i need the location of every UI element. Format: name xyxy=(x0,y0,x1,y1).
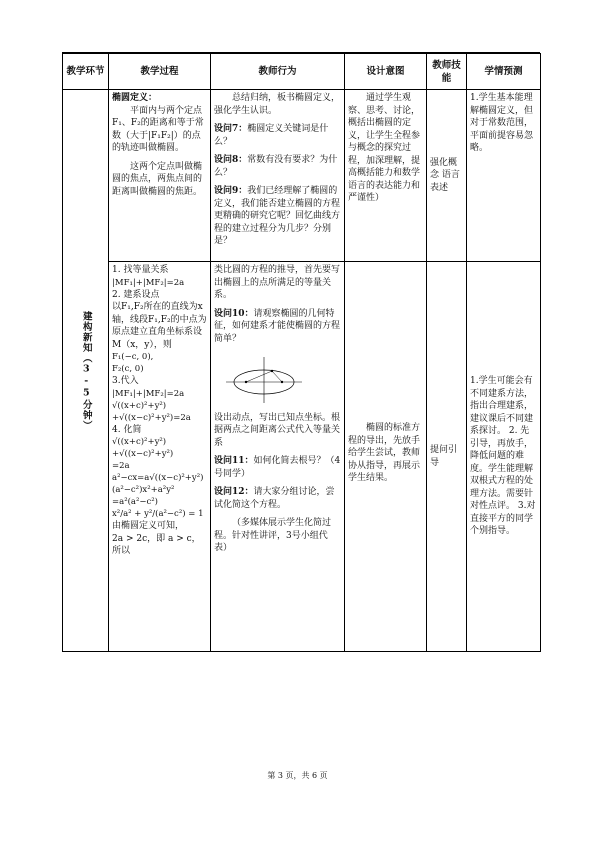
definition-title: 椭圆定义： xyxy=(112,93,158,103)
ellipse-diagram xyxy=(224,355,304,405)
header-stage: 教学环节 xyxy=(63,54,109,90)
teacher-definition-cell xyxy=(211,90,345,262)
section-cell xyxy=(63,90,109,652)
question-11 xyxy=(214,455,341,480)
equation-4b: +√((x−c)²+y²) xyxy=(112,449,174,459)
conclusion-3: 所以 xyxy=(112,546,131,556)
question-9 xyxy=(214,185,341,248)
prediction-definition-cell xyxy=(467,90,541,262)
focus-1: F₁(−c, 0), xyxy=(112,352,154,362)
q7-label: 设问7： xyxy=(214,124,248,134)
lesson-plan-table xyxy=(62,53,541,652)
step-2: 2. 建系设点 xyxy=(112,289,160,300)
step-1: 1. 找等量关系 xyxy=(112,265,169,275)
teacher-multimedia: （多媒体展示学生化简过程。针对性讲评，3号小组代表） xyxy=(214,518,332,553)
equation-8: x²/a² + y²/(a²−c²) = 1 xyxy=(112,509,204,519)
process-definition-cell xyxy=(109,90,211,262)
header-process: 教学过程 xyxy=(109,54,211,90)
question-10 xyxy=(214,308,341,346)
q9-label: 设问9： xyxy=(214,186,248,196)
skill-definition: 强化概念 语言表述 xyxy=(430,157,460,193)
header-teacher-skill: 教师技能 xyxy=(427,54,467,90)
q9-text: 我们已经理解了椭圆的定义，我们能否建立椭圆的方程更精确的研究它呢？回忆曲线方程的建立过程分为几步？分别是？ xyxy=(214,186,341,246)
intent-definition-cell xyxy=(345,90,427,262)
q11-text: 如何化简去根号？（4号同学） xyxy=(214,456,341,479)
skill-definition-cell xyxy=(427,90,467,262)
teacher-summary: 总结归纳，板书椭圆定义，强化学生认识。 xyxy=(214,93,341,116)
process-derivation-cell xyxy=(109,262,211,652)
question-7 xyxy=(214,123,341,148)
radius-line-1 xyxy=(246,371,272,382)
prediction-derivation: 1.学生可能会有不同建系方法，指出合理建系，建议课后不同建系探讨。 2. 先引导，再放手，降低问题的难度。学生能理解双根式方程的处理方法。需要针对性点评。 3.对直接平方的同学个别指导。 xyxy=(470,376,536,537)
row-derivation xyxy=(63,262,541,652)
q11-label: 设问11： xyxy=(214,456,254,466)
intent-definition: 通过学生观察、思考、讨论，概括出椭圆的定义，让学生全程参与概念的探究过程，加深理解，提高概括能力和数学语言的表达能力和严谨性） xyxy=(348,93,421,203)
step-2-text: 以F₁,F₂所在的直线为x轴，线段F₁,F₂的中点为原点建立直角坐标系设M（x，y），则 xyxy=(112,302,207,350)
radius-line-2 xyxy=(272,371,282,382)
prediction-definition: 1.学生基本能理解椭圆定义，但对于常数范围，平面前提容易忽略。 xyxy=(470,93,534,153)
skill-derivation-cell xyxy=(427,262,467,652)
conclusion-2: 2a > 2c，即 a > c， xyxy=(112,533,201,544)
question-8 xyxy=(214,154,341,179)
equation-3c: +√((x−c)²+y²)=2a xyxy=(112,412,191,423)
equation-4a: √((x+c)²+y²) xyxy=(112,437,167,447)
q8-text: 常数有没有要求？为什么？ xyxy=(214,155,338,178)
q10-text: 请观察椭圆的几何特征，如何建系才能使椭圆的方程简单？ xyxy=(214,308,341,344)
teacher-setup: 设出动点，写出已知点坐标。根据两点之间距离公式代入等量关系 xyxy=(214,412,341,448)
prediction-derivation-cell xyxy=(467,262,541,652)
equation-3b: √((x+c)²+y²) xyxy=(112,400,167,411)
equation-5: a²−cx=a√((x−c)²+y²) xyxy=(112,473,204,483)
question-12 xyxy=(214,486,341,511)
section-label: 建构新知（3-5分钟） xyxy=(80,310,92,431)
equation-3a: |MF₁|+|MF₂|=2a xyxy=(112,388,185,399)
header-teacher-behavior: 教师行为 xyxy=(211,54,345,90)
focus-2: F₂(c, 0) xyxy=(112,364,144,374)
teacher-derivation-cell xyxy=(211,262,345,652)
q10-label: 设问10： xyxy=(214,308,254,319)
page-footer: 第 3 页，共 6 页 xyxy=(267,771,328,780)
skill-derivation: 提问引导 xyxy=(430,445,458,468)
header-prediction: 学情预测 xyxy=(467,54,541,90)
teacher-analogy: 类比圆的方程的推导，首先要写出椭圆上的点所满足的等量关系。 xyxy=(214,265,341,300)
q7-text: 椭圆定义关键词是什么？ xyxy=(214,124,329,147)
row-definition xyxy=(63,90,541,262)
step-4: 4. 化简 xyxy=(112,424,142,435)
equation-1: |MF₁|+|MF₂|=2a xyxy=(112,277,185,288)
intent-derivation-cell xyxy=(345,262,427,652)
equation-4c: =2a xyxy=(112,461,130,471)
intent-derivation: 椭圆的标准方程的导出，先放手给学生尝试，教师协从指导，再展示学生结果。 xyxy=(348,423,421,484)
equation-7: =a²(a²−c²) xyxy=(112,497,158,507)
header-row xyxy=(63,54,541,90)
q12-text: 请大家分组讨论，尝试化简这个方程。 xyxy=(214,487,335,510)
equation-6: (a²−c²)x²+a²y² xyxy=(112,485,175,495)
step-3: 3.代入 xyxy=(112,376,139,386)
q12-label: 设问12： xyxy=(214,487,254,497)
definition-paragraph-2: 这两个定点叫做椭圆的焦点，两焦点间的距离叫做椭圆的焦距。 xyxy=(112,161,203,197)
definition-paragraph-1: 平面内与两个定点 F₁、F₂的距离和等于常数（大于|F₁F₂|）的点的轨迹叫做椭圆。 xyxy=(112,105,204,153)
q8-label: 设问8： xyxy=(214,155,248,165)
conclusion-1: 由椭圆定义可知， xyxy=(112,521,185,531)
header-design-intent: 设计意图 xyxy=(345,54,427,90)
